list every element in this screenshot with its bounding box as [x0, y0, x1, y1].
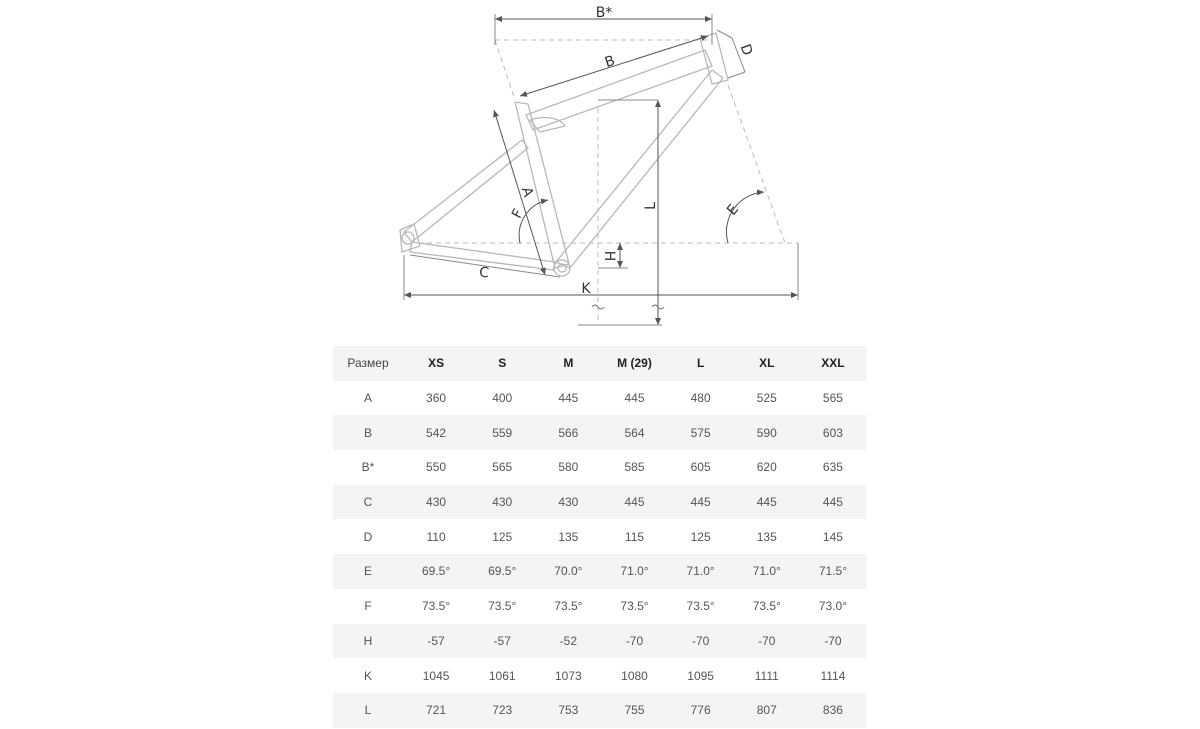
- value-cell: -52: [559, 633, 578, 648]
- table-row: [333, 693, 866, 728]
- row-label-cell: B: [363, 425, 372, 440]
- value-cell: 776: [690, 703, 711, 718]
- value-cell: 71.0°: [686, 564, 715, 579]
- value-cell: 564: [624, 425, 645, 440]
- value-cell: 73.5°: [488, 599, 517, 614]
- head-tube: [700, 33, 728, 84]
- value-cell: 145: [822, 529, 843, 544]
- header-cell-m29: M (29): [617, 356, 652, 371]
- value-cell: 69.5°: [421, 564, 451, 579]
- table-row: [333, 381, 866, 416]
- row-label-cell: D: [363, 529, 373, 544]
- label-k: K: [581, 281, 591, 297]
- label-a: A: [517, 185, 537, 199]
- value-cell: 723: [492, 703, 513, 718]
- table-row: [333, 554, 866, 589]
- value-cell: 73.5°: [554, 599, 583, 614]
- row-label-cell: E: [363, 564, 372, 579]
- table-row: [333, 415, 866, 450]
- value-cell: 603: [822, 425, 843, 440]
- header-row: [333, 346, 866, 381]
- value-cell: 445: [558, 391, 579, 406]
- value-cell: 125: [690, 529, 711, 544]
- value-cell: 836: [822, 703, 843, 718]
- top-tube: [526, 50, 712, 130]
- table-row: [333, 624, 866, 659]
- break-marks: [592, 305, 664, 309]
- header-cell-m: M: [563, 356, 574, 371]
- value-cell: 565: [492, 460, 513, 475]
- table-row: [333, 658, 866, 693]
- value-cell: 753: [558, 703, 579, 718]
- row-label-cell: C: [363, 495, 373, 510]
- value-cell: 605: [690, 460, 711, 475]
- row-label-cell: K: [363, 668, 372, 683]
- label-e: E: [724, 201, 742, 219]
- value-cell: 400: [492, 391, 513, 406]
- row-label-cell: H: [363, 633, 373, 648]
- label-b: B: [602, 52, 618, 72]
- label-h: H: [601, 250, 617, 262]
- value-cell: 565: [822, 391, 843, 406]
- header-cell-s: S: [498, 356, 507, 371]
- header-cell-xs: XS: [428, 356, 445, 371]
- value-cell: 445: [624, 495, 645, 510]
- value-cell: 1111: [754, 668, 779, 683]
- value-cell: 430: [558, 495, 579, 510]
- value-cell: 542: [426, 425, 447, 440]
- value-cell: 635: [822, 460, 843, 475]
- header-cell-l: L: [696, 356, 705, 371]
- label-b-star: B*: [595, 5, 613, 21]
- value-cell: 110: [426, 529, 446, 544]
- value-cell: 445: [690, 495, 711, 510]
- value-cell: 525: [756, 391, 777, 406]
- label-f: F: [509, 206, 527, 222]
- value-cell: 71.5°: [818, 564, 847, 579]
- header-cell-xxl: XXL: [821, 356, 845, 371]
- value-cell: 620: [756, 460, 777, 475]
- dimension-lines: [404, 14, 798, 325]
- value-cell: 559: [492, 425, 513, 440]
- value-cell: -70: [625, 633, 644, 648]
- value-cell: 69.5°: [488, 564, 517, 579]
- value-cell: 1061: [488, 668, 516, 683]
- value-cell: 135: [558, 529, 579, 544]
- value-cell: 71.0°: [620, 564, 649, 579]
- value-cell: 445: [822, 495, 843, 510]
- value-cell: 480: [690, 391, 711, 406]
- table-row: [333, 485, 866, 520]
- value-cell: 585: [624, 460, 645, 475]
- row-label-cell: F: [364, 599, 372, 614]
- value-cell: 1080: [621, 668, 648, 683]
- value-cell: 73.5°: [686, 599, 715, 614]
- value-cell: 721: [426, 703, 447, 718]
- header-cell-xl: XL: [759, 356, 775, 371]
- value-cell: 1095: [687, 668, 714, 683]
- value-cell: -57: [493, 633, 511, 648]
- value-cell: 590: [756, 425, 777, 440]
- value-cell: -70: [691, 633, 710, 648]
- row-label-cell: B*: [361, 460, 375, 475]
- value-cell: -57: [427, 633, 445, 648]
- value-cell: 73.5°: [620, 599, 649, 614]
- value-cell: 70.0°: [554, 564, 583, 579]
- reference-lines: [418, 40, 798, 325]
- value-cell: -70: [824, 633, 842, 648]
- value-cell: 430: [492, 495, 513, 510]
- table-row: [333, 589, 866, 624]
- value-cell: 566: [558, 425, 579, 440]
- value-cell: 71.0°: [752, 564, 781, 579]
- value-cell: 125: [492, 529, 513, 544]
- value-cell: 115: [624, 529, 645, 544]
- value-cell: 445: [756, 495, 777, 510]
- value-cell: 73.5°: [752, 599, 781, 614]
- table-row: [333, 519, 866, 554]
- value-cell: 580: [558, 460, 579, 475]
- frame-geometry-diagram: [0, 0, 1200, 330]
- value-cell: 73.0°: [818, 599, 847, 614]
- value-cell: 575: [690, 425, 711, 440]
- value-cell: 1073: [555, 668, 582, 683]
- value-cell: 445: [624, 391, 645, 406]
- value-cell: 755: [624, 703, 645, 718]
- value-cell: 807: [756, 703, 777, 718]
- label-c: C: [478, 264, 490, 282]
- header-cell-size: Размер: [347, 356, 389, 371]
- value-cell: 550: [426, 460, 447, 475]
- bike-frame: [400, 33, 728, 276]
- value-cell: 73.5°: [421, 599, 451, 614]
- value-cell: 360: [426, 391, 447, 406]
- table-body: [333, 381, 866, 728]
- value-cell: -70: [758, 633, 776, 648]
- label-l: L: [643, 202, 659, 210]
- value-cell: 135: [756, 529, 777, 544]
- value-cell: 430: [426, 495, 447, 510]
- row-label-cell: L: [364, 703, 372, 718]
- label-d: D: [736, 42, 756, 58]
- geometry-table: [333, 346, 866, 728]
- seat-stay: [404, 140, 528, 242]
- table-row: [333, 450, 866, 485]
- value-cell: 1114: [820, 668, 846, 683]
- value-cell: 1045: [422, 668, 450, 683]
- row-label-cell: A: [363, 391, 372, 406]
